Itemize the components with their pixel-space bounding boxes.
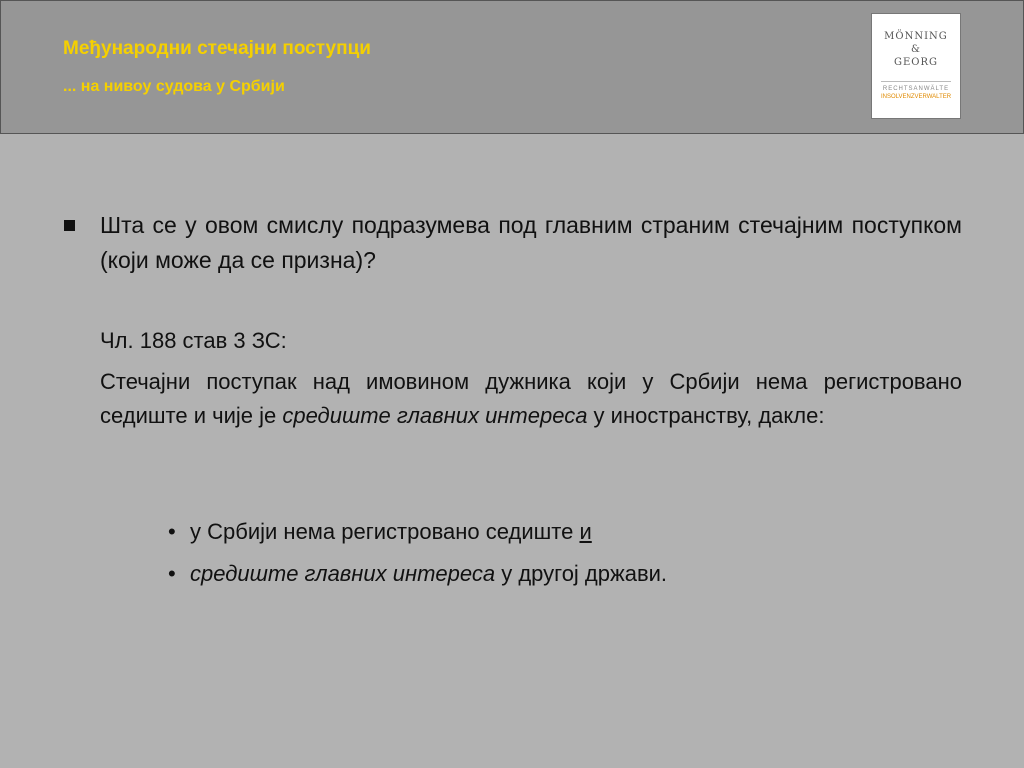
logo-line1: MÖNNING [884, 31, 948, 42]
logo-subtitle-2: INSOLVENZVERWALTER [880, 94, 952, 100]
list-item [168, 517, 592, 547]
question-text: Шта се у овом смислу подразумева под главним страним стечајним поступком (који може да се призна)? [100, 212, 962, 273]
definition-part2: у иностранству, дакле: [587, 403, 825, 428]
list-item-text: у другој држави. [495, 561, 668, 586]
logo-line3: GEORG [893, 57, 938, 68]
logo-line2: & [911, 44, 921, 55]
citation-text: Чл. 188 став 3 ЗС: [100, 328, 287, 353]
company-logo [871, 13, 961, 119]
slide-title: Међународни стечајни поступци [63, 38, 371, 59]
list-item-underlined: и [579, 519, 592, 544]
definition-italic: средиште главних интереса [282, 403, 588, 428]
list-item-italic: средиште главних интереса [190, 561, 496, 586]
logo-subtitle-1: RECHTSANWÄLTE [882, 86, 950, 92]
logo-divider [881, 81, 951, 82]
logo-name [872, 30, 960, 69]
square-bullet-icon [64, 220, 75, 231]
slide-content [0, 133, 1024, 768]
list-item [168, 559, 667, 589]
definition-text [100, 365, 962, 433]
bullet-dot-icon: • [168, 519, 176, 544]
slide-header [0, 0, 1024, 134]
list-item-text: у Србији нема регистровано седиште [190, 519, 580, 544]
slide-subtitle: ... на нивоу судова у Србији [63, 78, 285, 95]
bullet-dot-icon: • [168, 561, 176, 586]
definition-part1: Стечајни поступак над имовином дужника који у Србији нема регистровано седиште и чије је [100, 369, 962, 428]
